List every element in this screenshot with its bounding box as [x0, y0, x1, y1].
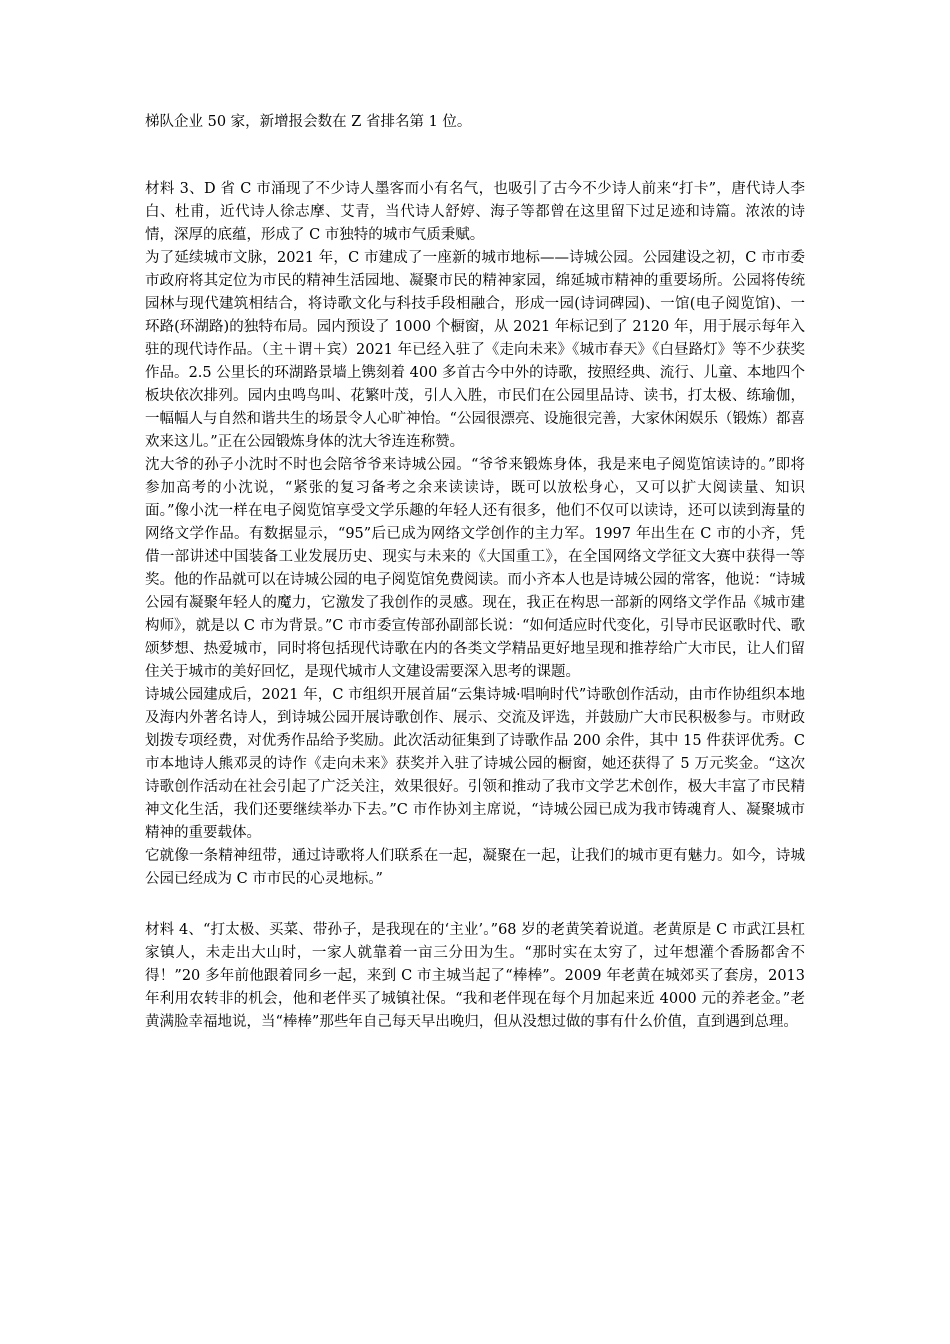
paragraph-spacer: [145, 134, 805, 178]
paragraph-material-3: 材料 3、D 省 C 市涌现了不少诗人墨客而小有名气，也吸引了古今不少诗人前来“打卡”，唐代诗人李白、杜甫，近代诗人徐志摩、艾青，当代诗人舒婷、海子等都曾在这里留下过足迹和诗篇。浓浓的诗情，深厚的底蕴，形成了 C 市独特的城市气质秉赋。: [145, 181, 805, 243]
paragraph-poetry-event: 诗城公园建成后，2021 年，C 市组织开展首届“云集诗城·唱响时代”诗歌创作活动，由市作协组织本地及海内外著名诗人，到诗城公园开展诗歌创作、展示、交流及评选，并鼓励广大市民积极参与。市财政划拨专项经费，对优秀作品给予奖励。此次活动征集到了诗歌作品 200 余件，其中 15 件获评优秀。C 市本地诗人熊邓灵的诗作《走向未来》获奖并入驻了诗城公园的橱窗，她还获得了 5 万元奖金。“这次诗歌创作活动在社会引起了广泛关注，效果很好。引领和推动了我市文学艺术创作，极大丰富了市民精神文化生活，我们还要继续举办下去。”C 市作协刘主席说，“诗城公园已成为我市铸魂育人、凝聚城市精神的重要载体。: [145, 687, 805, 841]
paragraph-intro-line: 梯队企业 50 家，新增报会数在 Z 省排名第 1 位。: [145, 114, 472, 130]
paragraph-spiritual-bond: 它就像一条精神纽带，通过诗歌将人们联系在一起，凝聚在一起，让我们的城市更有魅力。如今，诗城公园已经成为 C 市市民的心灵地标。”: [145, 848, 805, 887]
paragraph-poetry-park: 为了延续城市文脉，2021 年，C 市建成了一座新的城市地标——诗城公园。公园建设之初，C 市市委市政府将其定位为市民的精神生活园地、凝聚市民的精神家园，绵延城市精神的重要场所。公园将传统园林与现代建筑相结合，将诗歌文化与科技手段相融合，形成一园(诗词碑园)、一馆(电子阅览馆)、一环路(环湖路)的独特布局。园内预设了 1000 个橱窗，从 2021 年标记到了 2120 年，用于展示每年入驻的现代诗作品。（主＋谓＋宾）2021 年已经入驻了《走向未来》《城市春天》《白昼路灯》等不少获奖作品。2.5 公里长的环湖路景墙上镌刻着 400 多首古今中外的诗歌，按照经典、流行、儿童、本地四个板块依次排列。园内虫鸣鸟叫、花繁叶茂，引人入胜，市民们在公园里品诗、读书，打太极、练瑜伽，一幅幅人与自然和谐共生的场景令人心旷神怡。“公园很漂亮、设施很完善，大家休闲娱乐（锻炼）都喜欢来这儿。”正在公园锻炼身体的沈大爷连连称赞。: [145, 250, 805, 450]
paragraph-xiao-shen: 沈大爷的孙子小沈时不时也会陪爷爷来诗城公园。“爷爷来锻炼身体，我是来电子阅览馆读诗的。”即将参加高考的小沈说，“紧张的复习备考之余来读读诗，既可以放松身心，又可以扩大阅读量、知识面。”像小沈一样在电子阅览馆享受文学乐趣的年轻人还有很多，他们不仅可以读诗，还可以读到海量的网络文学作品。有数据显示，“95”后已成为网络文学创作的主力军。1997 年出生在 C 市的小齐，凭借一部讲述中国装备工业发展历史、现实与未来的《大国重工》，在全国网络文学征文大赛中获得一等奖。他的作品就可以在诗城公园的电子阅览馆免费阅读。而小齐本人也是诗城公园的常客，他说：“诗城公园有凝聚年轻人的魔力，它激发了我创作的灵感。现在，我正在构思一部新的网络文学作品《城市建构师》，就是以 C 市为背景。”C 市市委宣传部孙副部长说：“如何适应时代变化，引导市民讴歌时代、歌颂梦想、热爱城市，同时将包括现代诗歌在内的各类文学精品更好地呈现和推荐给广大市民，让人们留住关于城市的美好回忆，是现代城市人文建设需要深入思考的课题。: [145, 457, 805, 680]
paragraph-material-4: 材料 4、“打太极、买菜、带孙子，是我现在的‘主业’。”68 岁的老黄笑着说道。老黄原是 C 市武江县杠家镇人，未走出大山时，一家人就靠着一亩三分田为生。“那时实在太穷了，过年想灌个香肠都舍不得！”20 多年前他跟着同乡一起，来到 C 市主城当起了“棒棒”。2009 年老黄在城郊买了套房，2013 年利用农转非的机会，他和老伴买了城镇社保。“我和老伴现在每个月加起来近 4000 元的养老金。”老黄满脸幸福地说，当“棒棒”那些年自己每天早出晚归，但从没想过做的事有什么价值，直到遇到总理。: [145, 922, 805, 1030]
document-page: [145, 111, 805, 1034]
paragraph-spacer: [145, 891, 805, 919]
